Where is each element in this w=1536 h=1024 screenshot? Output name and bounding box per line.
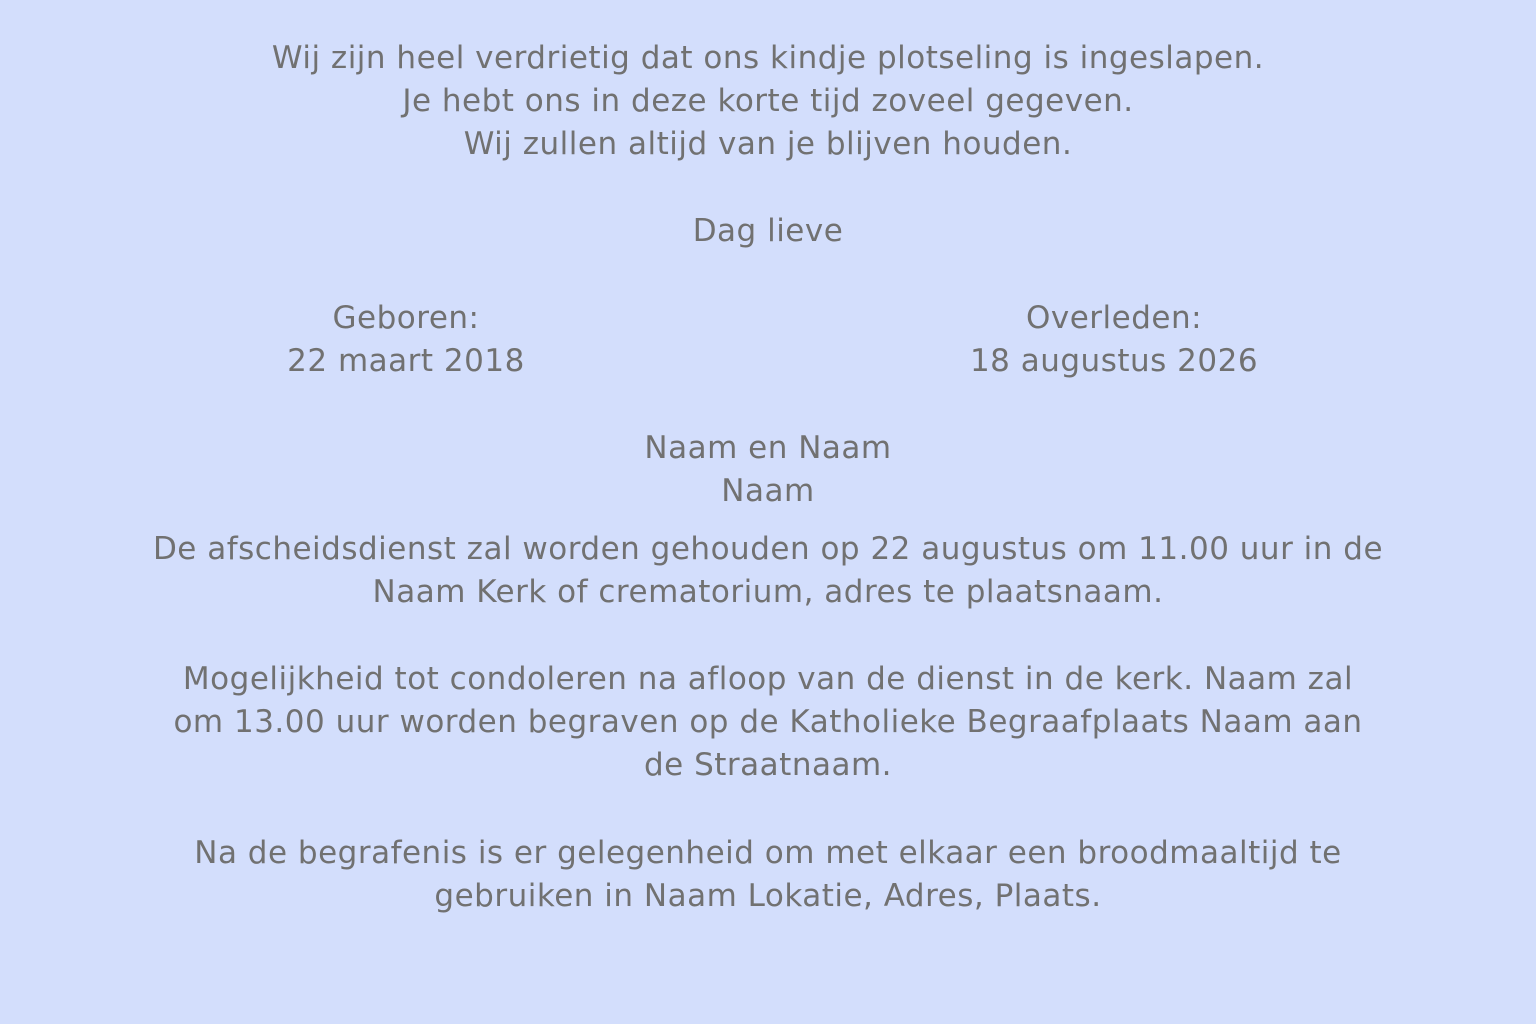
reception-line-2: gebruiken in Naam Lokatie, Adres, Plaats. xyxy=(434,878,1102,914)
condolence-line-3: de Straatnaam. xyxy=(643,747,893,783)
born-label: Geboren: xyxy=(332,300,480,336)
died-date: 18 augustus 2026 xyxy=(969,343,1259,379)
service-line-2: Naam Kerk of crematorium, adres te plaatsnaam. xyxy=(372,574,1164,610)
born-date: 22 maart 2018 xyxy=(287,343,525,379)
poem-line-1: Wij zijn heel verdrietig dat ons kindje plotseling is ingeslapen. xyxy=(271,40,1265,76)
condolence-line-1: Mogelijkheid tot condoleren na afloop van de dienst in de kerk. Naam zal xyxy=(182,661,1354,697)
condolence-line-2: om 13.00 uur worden begraven op de Katholieke Begraafplaats Naam aan xyxy=(173,704,1363,740)
service-line-1: De afscheidsdienst zal worden gehouden op 22 augustus om 11.00 uur in de xyxy=(152,531,1384,567)
farewell-text: Dag lieve xyxy=(692,213,844,249)
reception-line-1: Na de begrafenis is er gelegenheid om met elkaar een broodmaaltijd te xyxy=(194,835,1342,871)
poem-line-3: Wij zullen altijd van je blijven houden. xyxy=(463,126,1073,162)
poem-line-2: Je hebt ons in deze korte tijd zoveel gegeven. xyxy=(402,83,1134,119)
parents-line-2: Naam xyxy=(721,473,815,509)
parents-line-1: Naam en Naam xyxy=(644,430,892,466)
died-label: Overleden: xyxy=(1025,300,1203,336)
